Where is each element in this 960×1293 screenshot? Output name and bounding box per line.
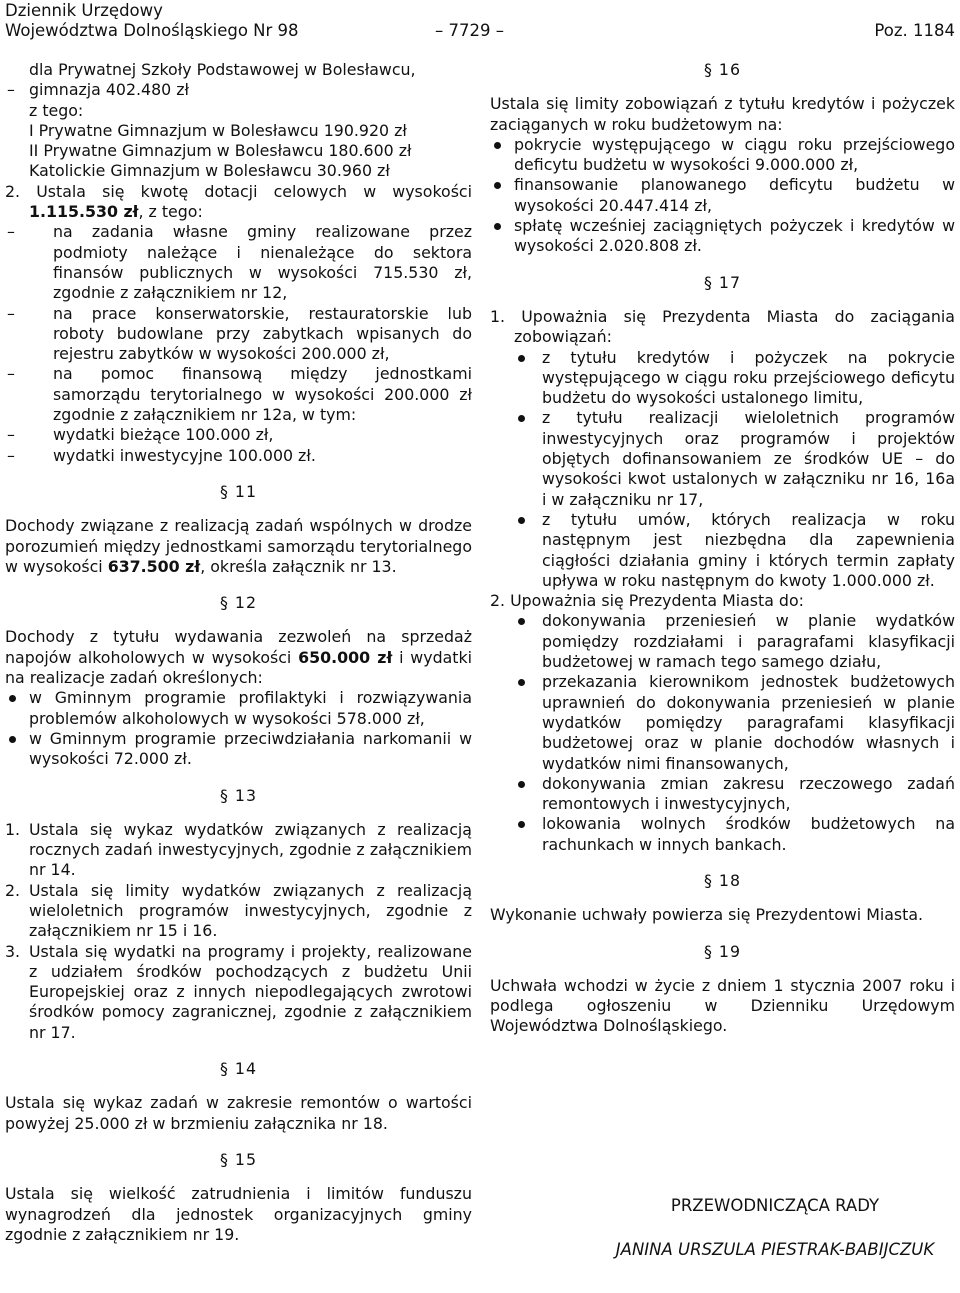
section-12-text: Dochody z tytułu wydawania zezwoleń na sprzedaż napojów alkoholowych w wysokości 650.000 zł i wydatki na realizacje zadań określonych: <box>5 627 473 688</box>
bullet-item: w Gminnym programie profilaktyki i rozwiązywania problemów alkoholowych w wysokości 578.000 zł, <box>5 688 472 729</box>
section-title: § 13 <box>219 785 258 805</box>
amount: 650.000 zł <box>298 647 393 667</box>
intro-line: I Prywatne Gimnazjum w Bolesławcu 190.920 zł <box>29 120 407 140</box>
section-title: § 17 <box>703 272 742 292</box>
section-title: § 18 <box>703 870 742 890</box>
amount: 637.500 zł <box>107 556 201 576</box>
bullet-item: z tytułu kredytów i pożyczek na pokrycie występującego w ciągu roku przejściowego deficytu budżetu do wysokości ustalonego limitu, <box>490 348 955 409</box>
dash-item: – na prace konserwatorskie, restauratorskie lub roboty budowlane przy zabytkach wpisanych do rejestru zabytków w wysokości 200.000 zł, <box>5 304 472 365</box>
bullet-item: lokowania wolnych środków budżetowych na rachunkach w innych bankach. <box>490 814 955 855</box>
signature-name: JANINA URSZULA PIESTRAK-BABIJCZUK <box>615 1240 935 1259</box>
dash-item: – na pomoc finansową między jednostkami samorządu terytorialnego w wysokości 200.000 zł zgodnie z załącznikiem nr 12a, w tym: <box>5 364 472 425</box>
paragraph-2: 2. Ustala się kwotę dotacji celowych w wysokości 1.115.530 zł, z tego: <box>5 181 472 222</box>
numbered-item: 2. Ustala się limity wydatków związanych z realizacją wieloletnich programów inwestycyjnych, zgodnie z załącznikiem nr 15 i 16. <box>5 880 472 941</box>
bullet-item: przekazania kierownikom jednostek budżetowych uprawnień do dokonywania przeniesień w planie wydatków pomiędzy paragrafami klasyfikacji budżetowej oraz w planie dochodów własnych i wydatków nimi finansowanych, <box>490 672 955 773</box>
bullet-item: finansowanie planowanego deficytu budżetu w wysokości 20.447.414 zł, <box>490 175 955 216</box>
section-11-text: Dochody związane z realizacją zadań wspólnych w drodze porozumień między jednostkami samorządu terytorialnego w wysokości 637.500 zł, określa załącznik nr 13. <box>5 516 472 576</box>
bullet-item: spłatę wcześniej zaciągniętych pożyczek i kredytów w wysokości 2.020.808 zł. <box>490 216 955 257</box>
section-title: § 16 <box>703 60 742 79</box>
journal-issue: Województwa Dolnośląskiego Nr 98 <box>5 21 299 40</box>
section-title: § 11 <box>219 481 258 501</box>
signature-title: PRZEWODNICZĄCA RADY <box>670 1196 880 1215</box>
section-title: § 19 <box>703 941 742 961</box>
dash-item: – wydatki inwestycyjne 100.000 zł. <box>5 446 472 466</box>
section-title: § 15 <box>219 1149 258 1169</box>
bullet-item: pokrycie występującego w ciągu roku przejściowego deficytu budżetu w wysokości 9.000.000 zł, <box>490 135 955 176</box>
left-column <box>5 60 472 1245</box>
section-17-point-1: 1. Upoważnia się Prezydenta Miasta do zaciągania zobowiązań: <box>490 306 955 347</box>
intro-line: Katolickie Gimnazjum w Bolesławcu 30.960 zł <box>29 161 390 181</box>
section-14-text: Ustala się wykaz zadań w zakresie remontów o wartości powyżej 25.000 zł w brzmieniu załącznika nr 18. <box>5 1093 472 1133</box>
right-column <box>490 60 955 1037</box>
numbered-item: 1. Ustala się wykaz wydatków związanych z realizacją rocznych zadań inwestycyjnych, zgodnie z załącznikiem nr 14. <box>5 819 472 880</box>
section-15-text: Ustala się wielkość zatrudnienia i limitów funduszu wynagrodzeń dla jednostek organizacyjnych gminy zgodnie z załącznikiem nr 19. <box>5 1184 472 1244</box>
bullet-item: dokonywania zmian zakresu rzeczowego zadań remontowych i inwestycyjnych, <box>490 774 955 815</box>
section-18-text: Wykonanie uchwały powierza się Prezydentowi Miasta. <box>490 905 924 925</box>
numbered-item: 3. Ustala się wydatki na programy i projekty, realizowane z udziałem środków pochodzących z budżetu Unii Europejskiej oraz z innych niepodlegających zwrotowi środków pomocy zagranicznej, zgodnie z załącznikiem nr 17. <box>5 941 472 1042</box>
dash-item: – wydatki bieżące 100.000 zł, <box>5 425 472 445</box>
section-19-text: Uchwała wchodzi w życie z dniem 1 stycznia 2007 roku i podlega ogłoszeniu w Dzienniku Urzędowym Województwa Dolnośląskiego. <box>490 975 955 1036</box>
journal-title: Dziennik Urzędowy <box>5 1 163 20</box>
section-title: § 14 <box>219 1059 258 1079</box>
bullet-item: w Gminnym programie przeciwdziałania narkomanii w wysokości 72.000 zł. <box>5 729 472 770</box>
dash-item: – na zadania własne gminy realizowane przez podmioty należące i nienależące do sektora finansów publicznych w wysokości 715.530 zł, zgodnie z załącznikiem nr 12, <box>5 222 472 303</box>
bullet-item: z tytułu realizacji wieloletnich programów inwestycyjnych oraz programów i projektów objętych dofinansowaniem ze środków UE – do wysokości kwot ustalonych w załączniku nr 16, 16a i w załączniku nr 17, <box>490 408 955 509</box>
page-number: – 7729 – <box>435 21 504 40</box>
intro-line: dla Prywatnej Szkoły Podstawowej w Bolesławcu, <box>29 60 416 79</box>
intro-line: – gimnazja 402.480 zł <box>5 80 472 100</box>
section-title: § 12 <box>219 593 258 613</box>
section-17-point-2: 2. Upoważnia się Prezydenta Miasta do: <box>490 591 804 611</box>
intro-line: z tego: <box>29 100 84 120</box>
intro-line: II Prywatne Gimnazjum w Bolesławcu 180.600 zł <box>29 141 412 161</box>
amount: 1.115.530 zł <box>29 202 139 222</box>
bullet-item: dokonywania przeniesień w planie wydatków pomiędzy rozdziałami i paragrafami klasyfikacji budżetowej w ramach tego samego działu, <box>490 611 955 672</box>
section-16-text: Ustala się limity zobowiązań z tytułu kredytów i pożyczek zaciąganych w roku budżetowym na: <box>490 94 955 134</box>
position-number: Poz. 1184 <box>874 21 955 40</box>
bullet-item: z tytułu umów, których realizacja w roku następnym jest niezbędna dla zapewnienia ciągłości działania gminy i których termin zapłaty upływa w roku następnym do kwoty 1.000.000 zł. <box>490 510 955 591</box>
